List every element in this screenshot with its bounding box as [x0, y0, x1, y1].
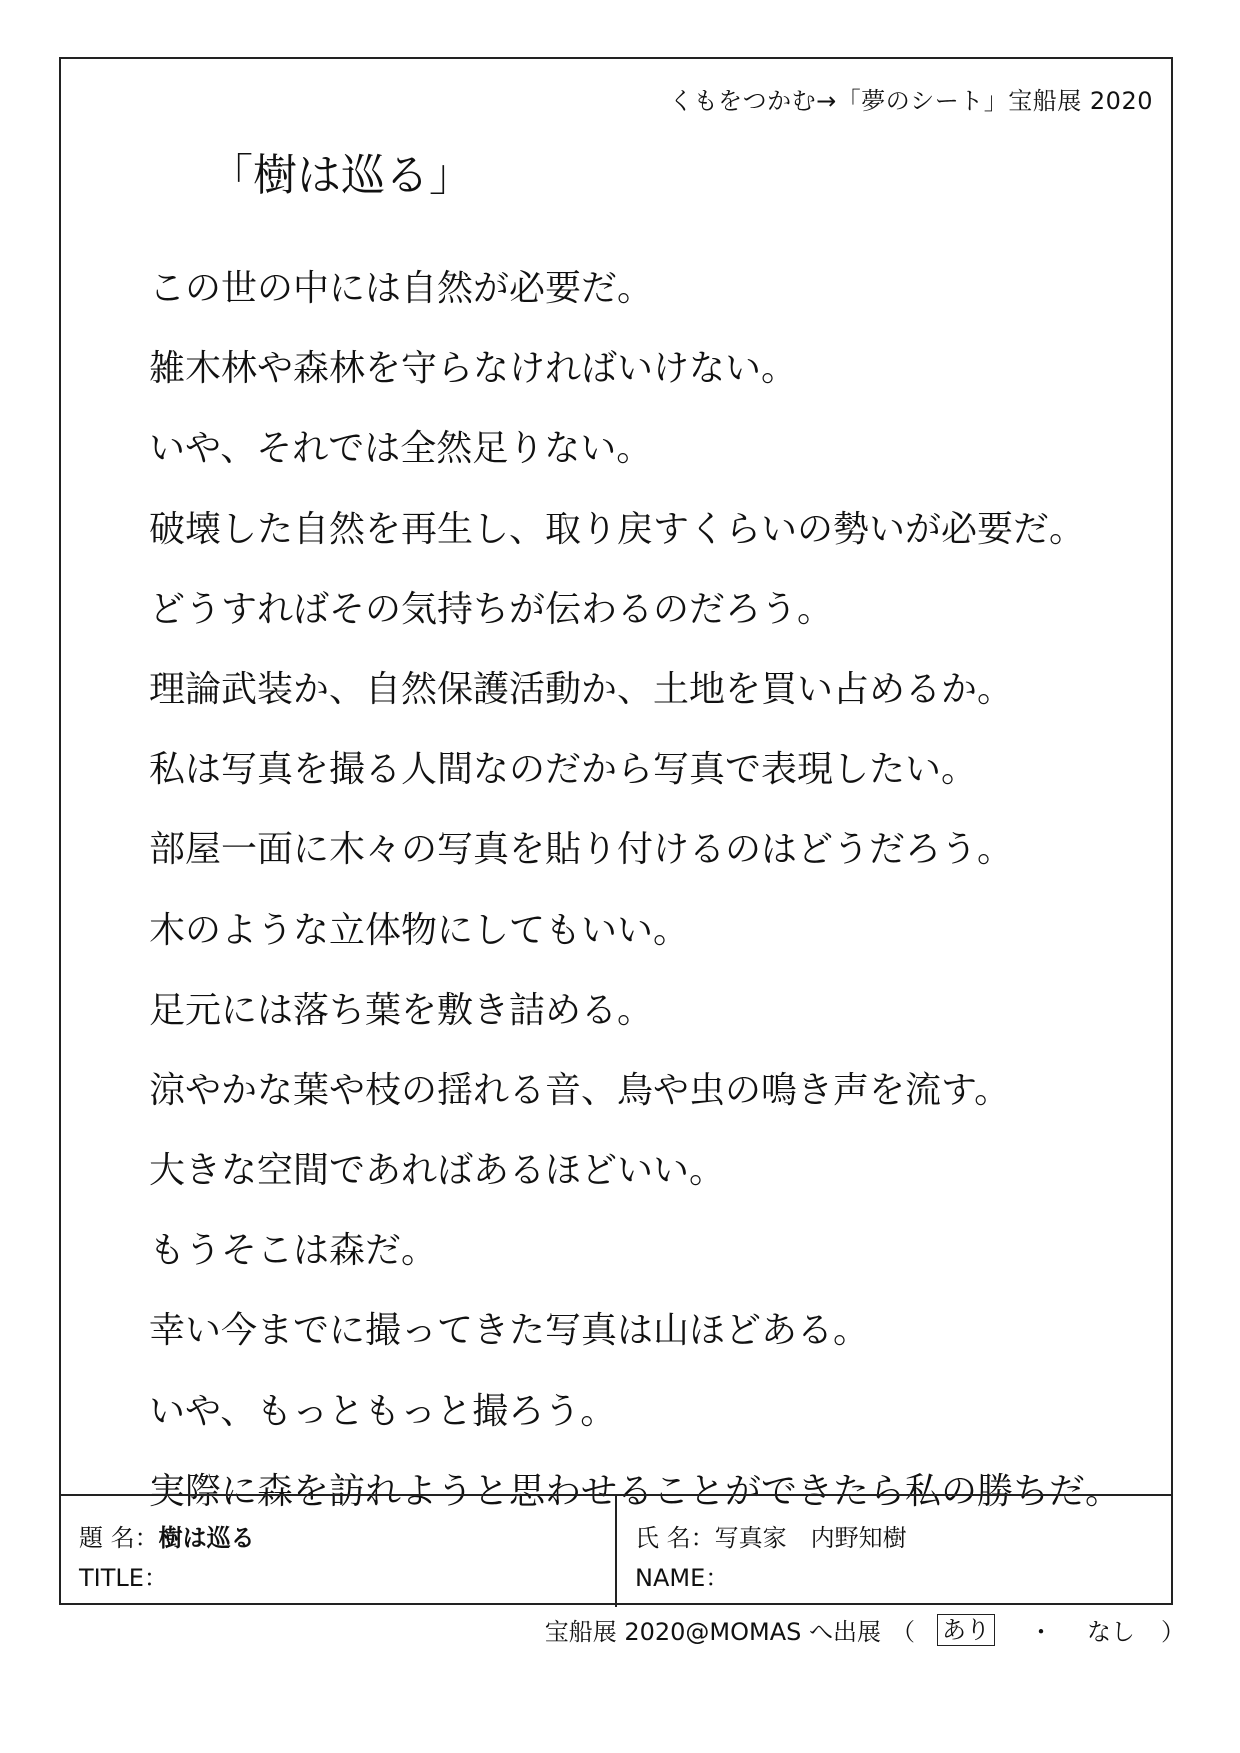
poem-line: いや、それでは全然足りない。 — [149, 428, 653, 470]
exhibit-text: 宝船展 2020@MOMAS へ出展 — [544, 1618, 881, 1646]
option-no: なし — [1087, 1618, 1135, 1646]
name-row — [635, 1518, 1153, 1558]
option-yes-selected: あり — [937, 1614, 995, 1646]
poem-line: 幸い今までに撮ってきた写真は山ほどある。 — [149, 1310, 870, 1352]
poem-line: 涼やかな葉や枝の揺れる音、鳥や虫の鳴き声を流す。 — [149, 1069, 1011, 1111]
work-title: 「樹は巡る」 — [209, 150, 473, 201]
poem-line: 理論武装か、自然保護活動か、土地を買い占めるか。 — [149, 668, 1014, 710]
exhibition-header: くもをつかむ→「夢のシート」宝船展 2020 — [669, 87, 1153, 115]
title-value: 樹は巡る — [158, 1524, 255, 1552]
poem-line: 足元には落ち葉を敷き詰める。 — [149, 989, 654, 1031]
poem-line: 部屋一面に木々の写真を貼り付けるのはどうだろう。 — [149, 829, 1014, 871]
name-label: 氏 名： — [635, 1524, 715, 1552]
poem-line: この世の中には自然が必要だ。 — [149, 268, 654, 309]
exhibit-option-line — [545, 1612, 1185, 1647]
paren-open: （ — [891, 1618, 915, 1646]
poem-line: 雑木林や森林を守らなければいけない。 — [149, 348, 798, 390]
poem-line: もうそこは森だ。 — [149, 1230, 438, 1272]
meta-table — [61, 1494, 1171, 1607]
poem-line: いや、もっともっと撮ろう。 — [149, 1390, 617, 1432]
title-row — [79, 1518, 597, 1558]
name-cell — [615, 1496, 1171, 1607]
poem-line: どうすればその気持ちが伝わるのだろう。 — [149, 588, 834, 630]
paren-close: ） — [1161, 1618, 1185, 1646]
option-separator: ・ — [1029, 1618, 1053, 1646]
poem-line: 大きな空間であればあるほどいい。 — [149, 1150, 726, 1192]
title-label: 題 名： — [79, 1524, 159, 1552]
poem-line: 破壊した自然を再生し、取り戻すくらいの勢いが必要だ。 — [149, 508, 1086, 550]
poem-line: 実際に森を訪れようと思わせることができたら私の勝ちだ。 — [149, 1470, 1122, 1512]
name-en-label: NAME： — [635, 1564, 730, 1592]
poem-line: 私は写真を撮る人間なのだから写真で表現したい。 — [149, 749, 978, 791]
poem-line: 木のような立体物にしてもいい。 — [149, 909, 690, 951]
poem-body — [149, 249, 1121, 1532]
name-en-row — [635, 1558, 1153, 1598]
title-cell — [61, 1496, 615, 1607]
title-en-row — [79, 1558, 597, 1598]
name-value: 写真家 内野知樹 — [714, 1524, 907, 1552]
title-en-label: TITLE： — [79, 1564, 168, 1592]
submission-sheet — [59, 57, 1173, 1605]
